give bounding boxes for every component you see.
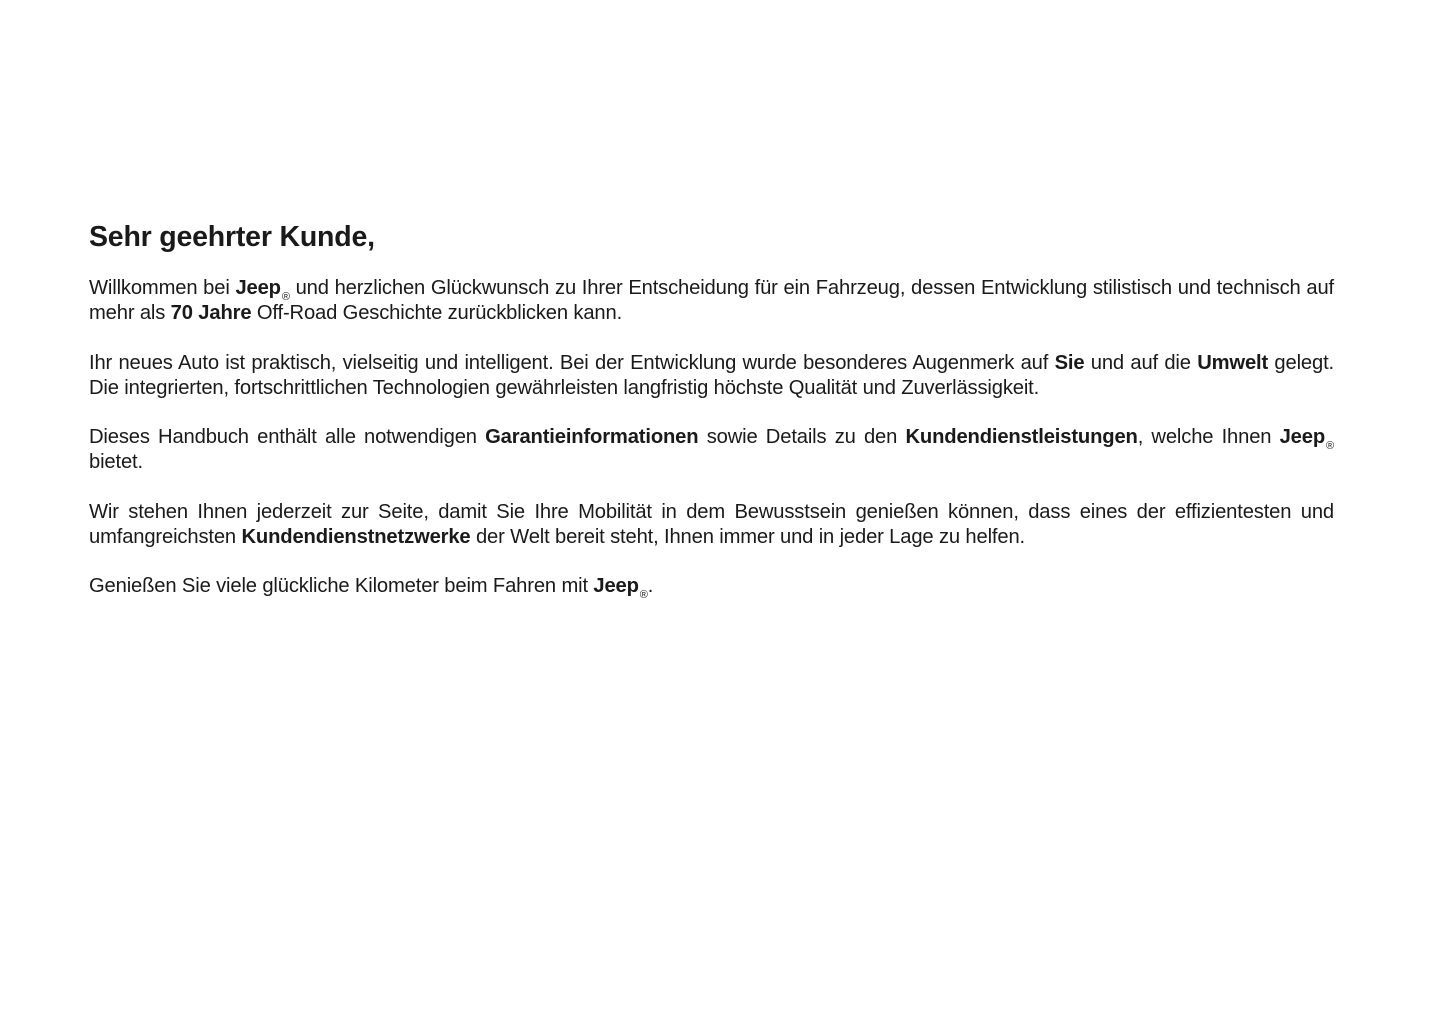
bold-text: 70 Jahre: [170, 302, 252, 324]
document-body: [89, 219, 1334, 624]
text-run: Wir stehen Ihnen jederzeit zur Seite, damit Sie Ihre Mobilität in dem Bewusstsein genießen können, dass eines der effizientesten und umfangreichsten: [89, 500, 1334, 548]
text-run: und auf die: [1084, 351, 1198, 374]
body-paragraph: [89, 351, 1334, 401]
bold-text: Jeep: [593, 575, 639, 597]
text-run: Willkommen bei: [89, 277, 236, 299]
text-run: sowie Details zu den: [698, 426, 906, 448]
body-paragraph: [89, 276, 1334, 326]
bold-text: Jeep: [235, 277, 281, 299]
text-run: und herzlichen Glückwunsch zu Ihrer Entscheidung für ein Fahrzeug, dessen Entwicklung stilistisch und technisch auf mehr als: [89, 277, 1334, 324]
body-paragraph: [89, 425, 1334, 475]
text-run: gelegt. Die integrierten, fortschrittlichen Technologien gewährleisten langfristig höchste Qualität und Zuverlässigkeit.: [89, 351, 1334, 399]
text-run: bietet.: [89, 451, 143, 473]
paragraph-list: [89, 276, 1334, 599]
bold-text: Garantieinformationen: [485, 426, 699, 448]
bold-text: Sie: [1054, 351, 1085, 374]
text-run: .: [647, 575, 654, 597]
greeting-heading: Sehr geehrter Kunde,: [89, 221, 375, 253]
text-run: Off-Road Geschichte zurückblicken kann.: [251, 302, 623, 324]
registered-trademark-mark: ®: [281, 291, 290, 303]
text-run: der Welt bereit steht, Ihnen immer und in jeder Lage zu helfen.: [470, 525, 1025, 548]
bold-text: Kundendienstleistungen: [905, 426, 1138, 448]
body-paragraph: [89, 574, 1334, 599]
bold-text: Kundendienstnetzwerke: [241, 525, 471, 548]
bold-text: Jeep: [1279, 426, 1326, 448]
registered-trademark-mark: ®: [639, 589, 648, 601]
text-run: Ihr neues Auto ist praktisch, vielseitig und intelligent. Bei der Entwicklung wurde besonderes Augenmerk auf: [89, 351, 1055, 374]
registered-trademark-mark: ®: [1326, 440, 1334, 452]
text-run: , welche Ihnen: [1137, 426, 1280, 448]
text-run: Dieses Handbuch enthält alle notwendigen: [89, 426, 486, 448]
body-paragraph: [89, 500, 1334, 550]
bold-text: Umwelt: [1197, 351, 1269, 374]
text-run: Genießen Sie viele glückliche Kilometer beim Fahren mit: [89, 575, 594, 597]
